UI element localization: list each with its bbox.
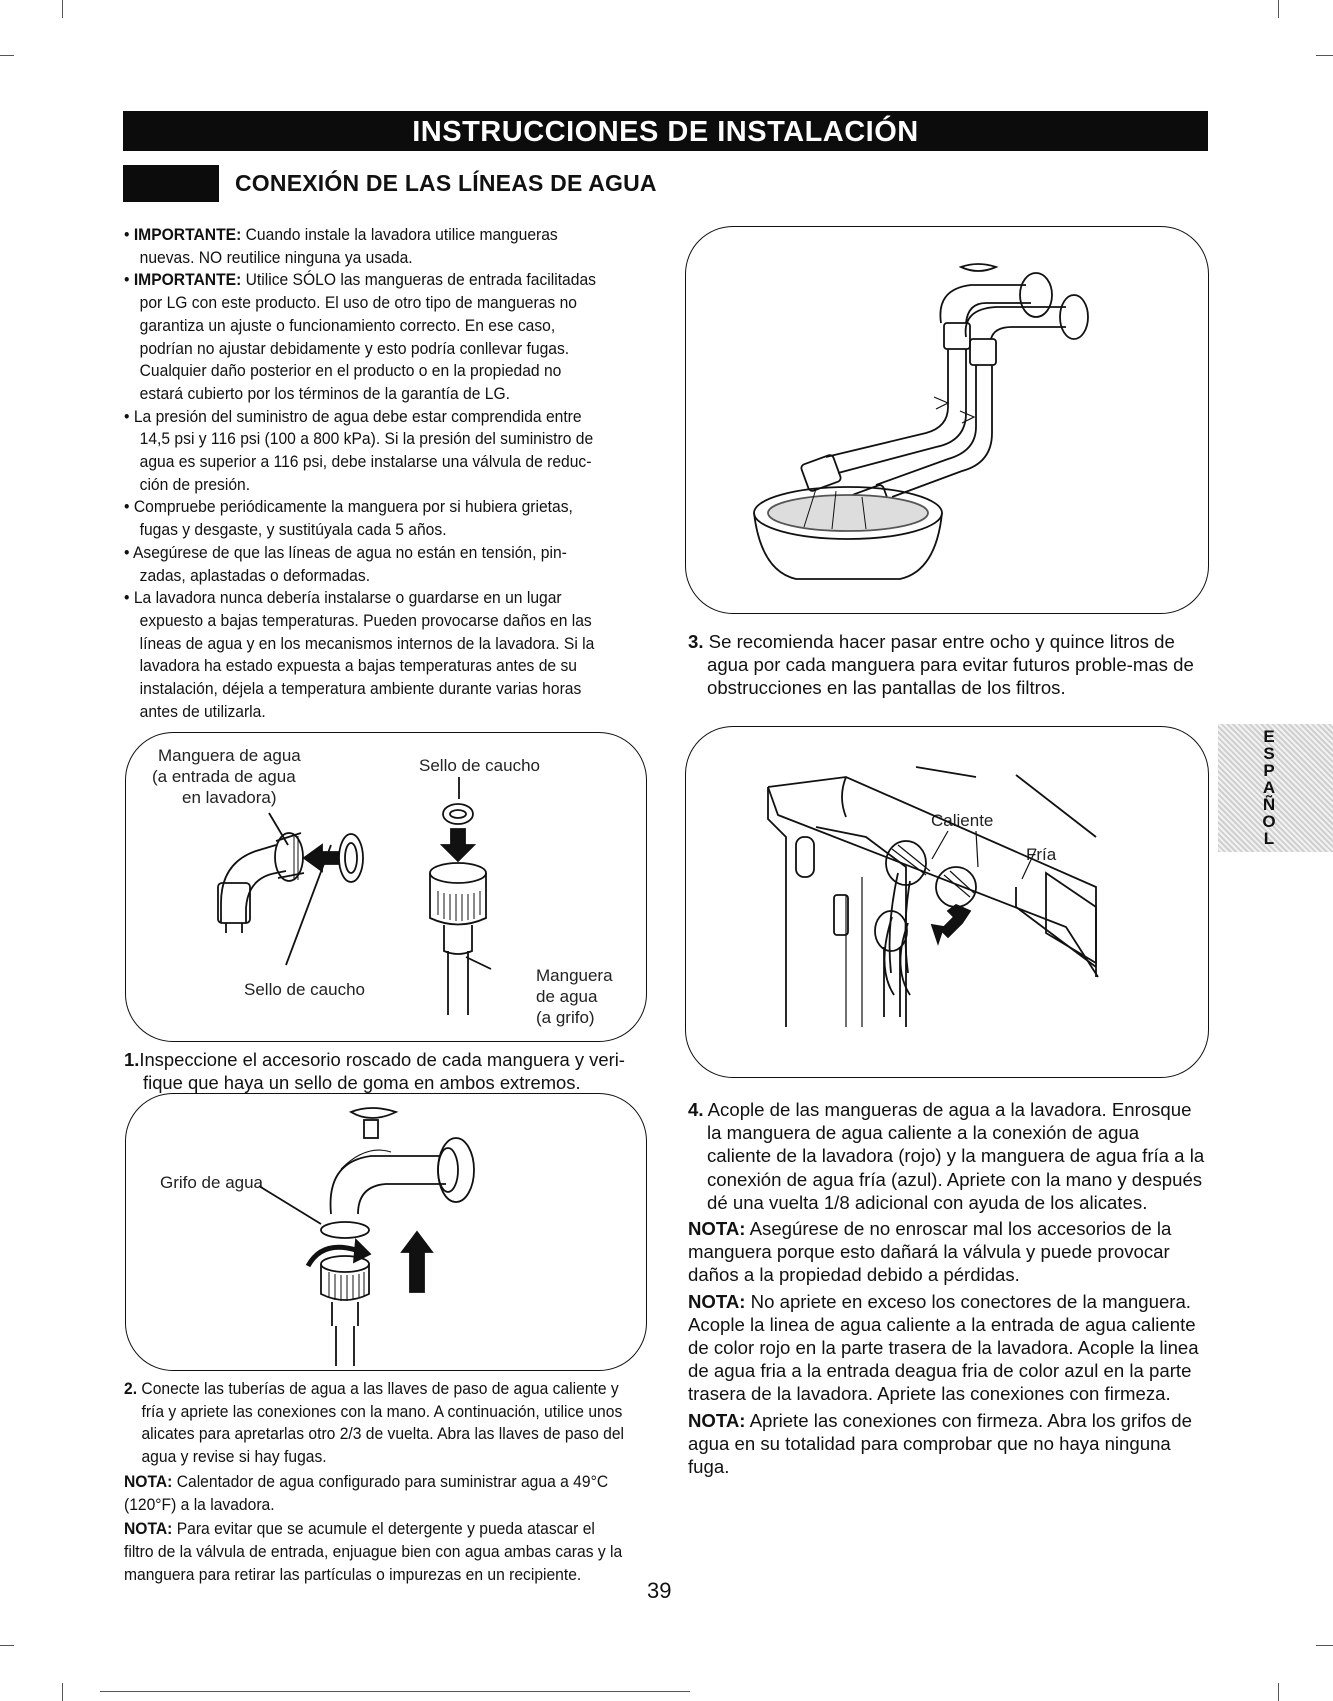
bullet-list — [124, 224, 602, 723]
bullet-item: • IMPORTANTE: Utilice SÓLO las mangueras de entrada facilitadas por LG con este producto. El uso de otro tipo de mangueras no garantiza un ajuste o funcionamiento correcto. En ese caso, podrían no ajustar debidamente y esto podría conllevar fugas. Cualquier daño posterior en el producto o en la propiedad no estará cubierto por los términos de la garantía de LG. — [124, 270, 596, 403]
crop-mark — [62, 1683, 63, 1701]
flush-hoses-illustration — [686, 227, 1208, 613]
step-4: 4. Acople de las mangueras de agua a la lavadora. Enrosque la manguera de agua caliente a la conexión de agua caliente de la lavadora (rojo) y la manguera de agua fría a la conexión de agua fría (azul). Apriete con la mano y después dé una vuelta 1/8 adicional con ayuda de los alicates. NOTA: Asegúrese de no enroscar mal los accesorios de la manguera porque esto dañará la válvula y puede provocar daños a la propiedad debido a pérdidas. NOTA: No apriete en exceso los conectores de la manguera. Acople la linea de agua caliente a la entrada de agua caliente de color rojo en la parte trasera de la lavadora. Acople la linea de agua fria a la entrada deagua fria de color azul en la parte trasera de la lavadora. Apriete las conexiones con firmeza. NOTA: Apriete las conexiones con firmeza. Abra los grifos de agua en su totalidad para comprobar que no haya ninguna fuga. — [688, 1098, 1208, 1478]
crop-mark — [1316, 55, 1333, 56]
label-hose-faucet-end: Manguera de agua (a grifo) — [536, 966, 613, 1027]
figure-washer-inlets — [685, 726, 1209, 1078]
crop-mark — [0, 55, 14, 56]
bullet-item: • IMPORTANTE: Cuando instale la lavadora utilice mangueras nuevas. NO reutilice ninguna ya usada. — [124, 225, 558, 267]
crop-mark — [1278, 0, 1279, 18]
label-cold-inlet: Fría — [1026, 845, 1057, 864]
bottom-rule — [100, 1691, 690, 1692]
label-faucet: Grifo de agua — [160, 1173, 264, 1192]
page-banner: INSTRUCCIONES DE INSTALACIÓN — [123, 111, 1208, 151]
language-tab-label: E S P A Ñ O L — [1262, 727, 1276, 848]
section-marker — [123, 165, 219, 202]
note: NOTA: Para evitar que se acumule el detergente y pueda atascar el filtro de la válvula de entrada, enjuague bien con agua ambas caras y la manguera para retirar las partículas o impurezas en un recipiente. — [124, 1519, 623, 1584]
label-rubber-seal-bottom: Sello de caucho — [244, 980, 365, 999]
figure-flush-hoses — [685, 226, 1209, 614]
step-1: 1.Inspeccione el accesorio roscado de cada manguera y veri-fique que haya un sello de goma en ambos extremos. — [124, 1049, 625, 1093]
crop-mark — [1278, 1683, 1279, 1701]
section-title: CONEXIÓN DE LAS LÍNEAS DE AGUA — [235, 170, 657, 196]
crop-mark — [1316, 1645, 1333, 1646]
washer-inlets-illustration — [686, 727, 1208, 1077]
note: NOTA: Calentador de agua configurado para suministrar agua a 49°C (120°F) a la lavadora. — [124, 1471, 609, 1514]
label-rubber-seal-top: Sello de caucho — [419, 756, 540, 775]
figure-hose-seals — [125, 732, 647, 1042]
step-2: 2. Conecte las tuberías de agua a las llaves de paso de agua caliente y fría y apriete las conexiones con la mano. A continuación, utilice unos alicates para apretarlas otro 2/3 de vuelta. Abra las llaves de paso del agua y revise si hay fugas. NOTA: Calentador de agua configurado para suministrar agua a 49°C (120°F) a la lavadora. NOTA: Para evitar que se acumule el detergente y pueda atascar el filtro de la válvula de entrada, enjuague bien con agua ambas caras y la manguera para retirar las partículas o impurezas en un recipiente. — [124, 1378, 628, 1586]
note: NOTA: No apriete en exceso los conectores de la manguera. Acople la linea de agua caliente a la entrada de agua caliente de color rojo en la parte trasera de la lavadora. Acople la linea de agua fria a la entrada deagua fria de color azul en la parte trasera de la lavadora. Apriete las conexiones con firmeza. — [688, 1290, 1199, 1405]
page-number: 39 — [647, 1578, 672, 1603]
note: NOTA: Asegúrese de no enroscar mal los accesorios de la manguera porque esto dañará la válvula y puede provocar daños a la propiedad debido a pérdidas. — [688, 1218, 1172, 1286]
label-hose-washer-end: Manguera de agua (a entrada de agua en lavadora) — [152, 746, 301, 807]
hose-seals-illustration — [126, 733, 646, 1041]
bullet-item: • La presión del suministro de agua debe estar comprendida entre 14,5 psi y 116 psi (100 a 800 kPa). Si la presión del suministro de agua es superior a 116 psi, debe instalarse una válvula de reduc-ción de presión. — [124, 406, 594, 494]
bullet-item: • Asegúrese de que las líneas de agua no están en tensión, pin-zadas, aplastadas o deformadas. — [124, 542, 567, 585]
figure-faucet — [125, 1093, 647, 1371]
crop-mark — [62, 0, 63, 18]
bullet-item: • La lavadora nunca debería instalarse o guardarse en un lugar expuesto a bajas temperaturas. Pueden provocarse daños en las líneas de agua y en los mecanismos internos de la lavadora. Si la lavadora ha estado expuesta a bajas temperaturas antes de su instalación, déjela a temperatura ambiente durante varias horas antes de utilizarla. — [124, 588, 595, 721]
crop-mark — [0, 1645, 14, 1646]
bullet-item: • Compruebe periódicamente la manguera por si hubiera grietas, fugas y desgaste, y sustitúyala cada 5 años. — [124, 497, 573, 540]
faucet-illustration — [126, 1094, 646, 1370]
label-hot-inlet: Caliente — [931, 811, 994, 830]
note: NOTA: Apriete las conexiones con firmeza. Abra los grifos de agua en su totalidad para comprobar que no haya ninguna fuga. — [688, 1409, 1192, 1478]
step-3: 3. Se recomienda hacer pasar entre ocho y quince litros de agua por cada manguera para evitar futuros proble-mas de obstrucciones en las pantallas de los filtros. — [688, 631, 1194, 699]
